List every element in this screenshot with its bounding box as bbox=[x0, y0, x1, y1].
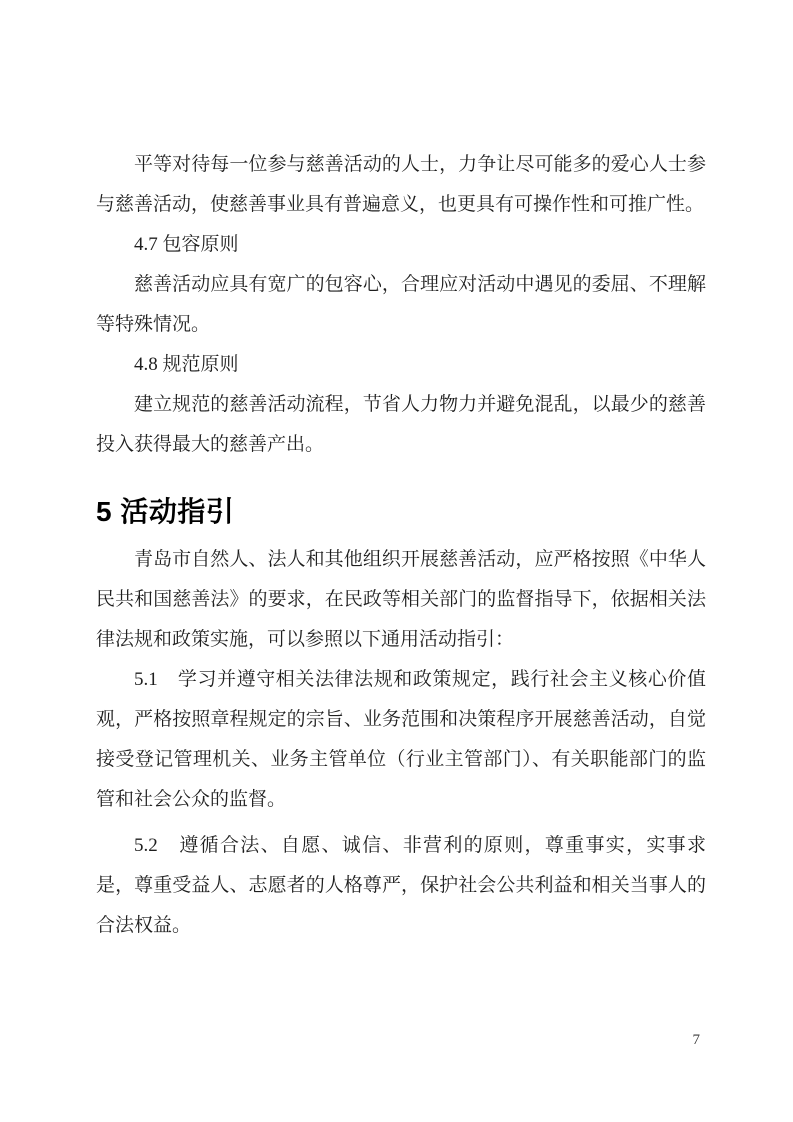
paragraph-chapter5-intro: 青岛市自然人、法人和其他组织开展慈善活动，应严格按照《中华人民共和国慈善法》的要求，在民政等相关部门的监督指导下，依据相关法律法规和政策实施，可以参照以下通用活动指引： bbox=[96, 549, 706, 650]
chapter-heading-activity-guidelines: 5 活动指引 bbox=[96, 496, 235, 527]
paragraph-5-2: 5.2 遵循合法、自愿、诚信、非营利的原则，尊重事实，实事求是，尊重受益人、志愿者的人格尊严，保护社会公共利益和相关当事人的合法权益。 bbox=[96, 835, 706, 936]
page-number: 7 bbox=[692, 1032, 700, 1048]
paragraph-inclusiveness-principle: 慈善活动应具有宽广的包容心，合理应对活动中遇见的委屈、不理解等特殊情况。 bbox=[96, 274, 706, 335]
paragraph-5-1: 5.1 学习并遵守相关法律法规和政策规定，践行社会主义核心价值观，严格按照章程规定的宗旨、业务范围和决策程序开展慈善活动，自觉接受登记管理机关、业务主管单位（行业主管部门）、有关职能部门的监管和社会公众的监督。 bbox=[96, 669, 706, 810]
paragraph-standardization-principle: 建立规范的慈善活动流程，节省人力物力并避免混乱，以最少的慈善投入获得最大的慈善产出。 bbox=[96, 394, 706, 455]
section-heading-4-7: 4.7 包容原则 bbox=[134, 234, 239, 255]
page-content bbox=[96, 145, 706, 946]
page-footer bbox=[693, 1030, 701, 1050]
paragraph-equality-principle: 平等对待每一位参与慈善活动的人士，力争让尽可能多的爱心人士参与慈善活动，使慈善事业具有普遍意义，也更具有可操作性和可推广性。 bbox=[96, 154, 706, 215]
section-heading-4-8: 4.8 规范原则 bbox=[134, 354, 239, 375]
